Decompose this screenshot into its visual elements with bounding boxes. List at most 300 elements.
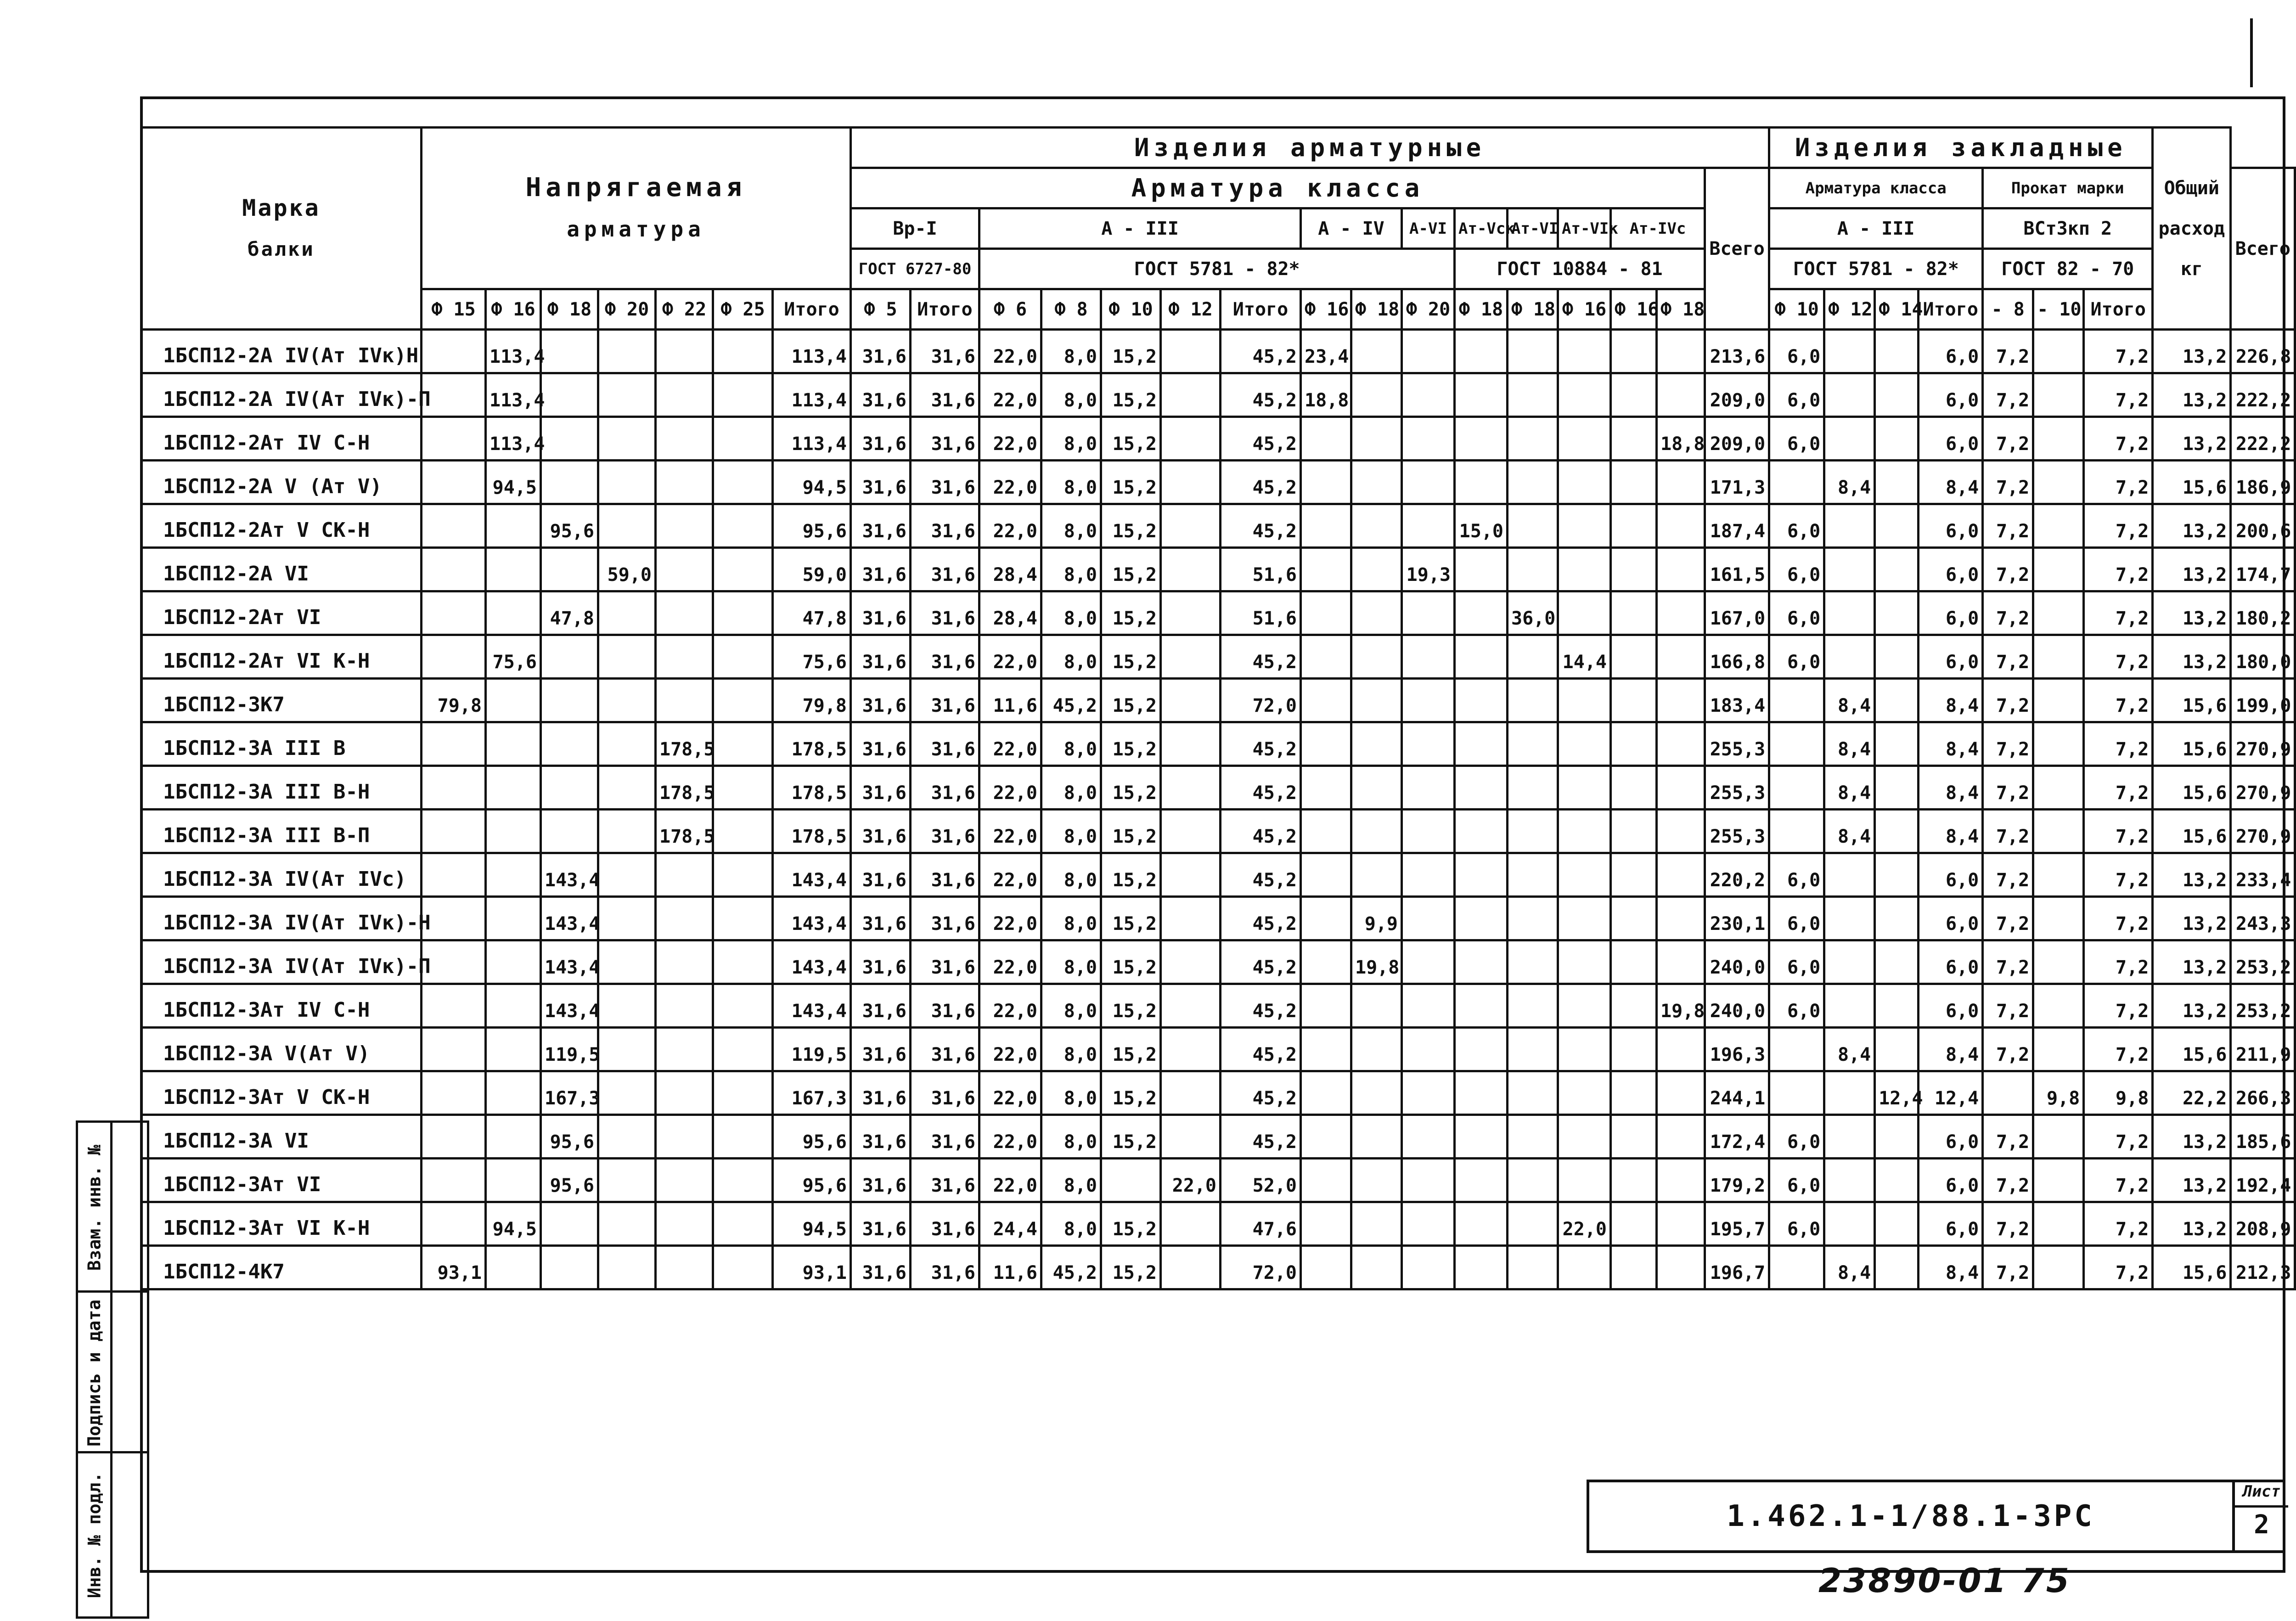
value-cell — [1875, 330, 1919, 373]
value-cell — [1508, 1202, 1558, 1246]
value-cell — [1508, 722, 1558, 766]
value-cell — [1508, 940, 1558, 984]
value-cell: 15,2 — [1101, 1246, 1161, 1289]
value-cell: 93,1 — [422, 1246, 486, 1289]
value-cell — [486, 1246, 541, 1289]
value-cell — [1824, 1071, 1875, 1115]
value-cell — [1611, 810, 1657, 853]
value-cell: 7,2 — [2084, 461, 2153, 504]
value-cell: 186,9 — [2231, 461, 2295, 504]
value-cell: 22,0 — [979, 897, 1041, 940]
value-cell — [1875, 1028, 1919, 1071]
value-cell — [1558, 810, 1611, 853]
value-cell: 7,2 — [2084, 940, 2153, 984]
value-cell — [1657, 940, 1705, 984]
value-cell: 167,3 — [773, 1071, 851, 1115]
value-cell — [486, 1071, 541, 1115]
col-header: Ф 25 — [713, 289, 773, 330]
value-cell: 45,2 — [1221, 810, 1301, 853]
value-cell: 143,4 — [773, 897, 851, 940]
value-cell — [1558, 591, 1611, 635]
value-cell — [1657, 722, 1705, 766]
value-cell: 45,2 — [1221, 853, 1301, 897]
value-cell: 6,0 — [1769, 984, 1824, 1028]
value-cell — [1508, 810, 1558, 853]
value-cell — [1161, 548, 1221, 591]
header-izdeliya-zakl: Изделия закладные — [1769, 128, 2153, 168]
col-header: Ф 20 — [598, 289, 656, 330]
value-cell — [1301, 1071, 1351, 1115]
value-cell: 196,7 — [1705, 1246, 1769, 1289]
value-cell — [1402, 897, 1455, 940]
value-cell: 31,6 — [851, 417, 911, 461]
value-cell: 31,6 — [851, 1115, 911, 1159]
value-cell — [1301, 722, 1351, 766]
value-cell: 7,2 — [1983, 548, 2033, 591]
sheet-label: Лист — [2235, 1482, 2288, 1508]
value-cell — [713, 810, 773, 853]
value-cell — [541, 461, 598, 504]
value-cell — [1508, 766, 1558, 810]
value-cell: 52,0 — [1221, 1159, 1301, 1202]
col-header: Ф 22 — [656, 289, 713, 330]
value-cell — [1455, 1159, 1508, 1202]
value-cell — [1657, 766, 1705, 810]
value-cell — [1161, 504, 1221, 548]
value-cell: 31,6 — [851, 766, 911, 810]
value-cell — [1875, 1115, 1919, 1159]
value-cell: 7,2 — [1983, 722, 2033, 766]
value-cell — [1558, 1246, 1611, 1289]
value-cell — [1875, 766, 1919, 810]
value-cell — [1508, 417, 1558, 461]
value-cell: 22,0 — [979, 940, 1041, 984]
value-cell: 15,2 — [1101, 984, 1161, 1028]
value-cell: 8,0 — [1041, 853, 1101, 897]
value-cell — [486, 722, 541, 766]
value-cell — [422, 1028, 486, 1071]
value-cell — [1161, 1028, 1221, 1071]
value-cell — [422, 897, 486, 940]
value-cell — [1558, 897, 1611, 940]
value-cell — [1402, 1246, 1455, 1289]
beam-mark-cell: 1БСП12-3Ат VI — [141, 1159, 422, 1202]
beam-mark-cell: 1БСП12-3А IV(Ат IVк)-П — [141, 940, 422, 984]
beam-mark-cell: 1БСП12-2А IV(Ат IVк)-П — [141, 373, 422, 417]
value-cell — [1301, 810, 1351, 853]
value-cell — [1455, 461, 1508, 504]
value-cell — [1455, 722, 1508, 766]
value-cell: 14,4 — [1558, 635, 1611, 679]
value-cell: 51,6 — [1221, 591, 1301, 635]
value-cell: 143,4 — [541, 984, 598, 1028]
beam-mark-cell: 1БСП12-2Ат V СК-Н — [141, 504, 422, 548]
value-cell — [1875, 897, 1919, 940]
value-cell: 255,3 — [1705, 766, 1769, 810]
value-cell — [656, 504, 713, 548]
value-cell — [1351, 810, 1402, 853]
value-cell — [1351, 1202, 1402, 1246]
value-cell: 213,6 — [1705, 330, 1769, 373]
value-cell: 8,4 — [1919, 766, 1983, 810]
value-cell — [1657, 504, 1705, 548]
col-header: Итого — [773, 289, 851, 330]
value-cell: 15,2 — [1101, 461, 1161, 504]
value-cell — [1558, 984, 1611, 1028]
value-cell: 22,0 — [979, 504, 1041, 548]
value-cell: 28,4 — [979, 591, 1041, 635]
value-cell — [1402, 373, 1455, 417]
value-cell: 15,2 — [1101, 722, 1161, 766]
value-cell — [1558, 373, 1611, 417]
value-cell — [1301, 940, 1351, 984]
value-cell — [1161, 853, 1221, 897]
value-cell: 47,6 — [1221, 1202, 1301, 1246]
table-row — [141, 373, 2295, 417]
value-cell — [1558, 1159, 1611, 1202]
value-cell — [1558, 1071, 1611, 1115]
value-cell: 178,5 — [773, 766, 851, 810]
value-cell: 18,8 — [1657, 417, 1705, 461]
value-cell — [1508, 679, 1558, 722]
table-row — [141, 417, 2295, 461]
value-cell: 7,2 — [2084, 504, 2153, 548]
beam-mark-cell: 1БСП12-3Ат IV С-Н — [141, 984, 422, 1028]
value-cell: 6,0 — [1919, 548, 1983, 591]
value-cell: 45,2 — [1221, 373, 1301, 417]
value-cell — [1657, 548, 1705, 591]
value-cell — [1657, 591, 1705, 635]
value-cell — [1657, 1028, 1705, 1071]
value-cell — [1657, 1115, 1705, 1159]
value-cell: 31,6 — [911, 330, 979, 373]
value-cell — [422, 504, 486, 548]
value-cell — [656, 330, 713, 373]
value-cell — [2033, 810, 2084, 853]
col-header: - 10 — [2033, 289, 2084, 330]
value-cell — [2033, 1246, 2084, 1289]
value-cell: 270,9 — [2231, 722, 2295, 766]
value-cell: 195,7 — [1705, 1202, 1769, 1246]
value-cell — [1351, 1028, 1402, 1071]
value-cell — [1101, 1159, 1161, 1202]
value-cell — [1611, 373, 1657, 417]
value-cell — [1769, 810, 1824, 853]
value-cell — [713, 1159, 773, 1202]
value-cell — [598, 504, 656, 548]
value-cell: 31,6 — [911, 722, 979, 766]
value-cell: 178,5 — [773, 722, 851, 766]
value-cell — [1611, 461, 1657, 504]
value-cell — [2033, 853, 2084, 897]
side-label-inv: Инв. № подл. — [84, 1472, 105, 1598]
value-cell — [2033, 897, 2084, 940]
value-cell — [1455, 635, 1508, 679]
value-cell: 8,4 — [1919, 1246, 1983, 1289]
value-cell: 7,2 — [1983, 1202, 2033, 1246]
value-cell: 31,6 — [911, 1028, 979, 1071]
col-header: Итого — [1221, 289, 1301, 330]
value-cell — [1455, 591, 1508, 635]
value-cell — [1875, 722, 1919, 766]
value-cell — [1508, 635, 1558, 679]
value-cell: 31,6 — [911, 984, 979, 1028]
beam-mark-cell: 1БСП12-3А VI — [141, 1115, 422, 1159]
beam-mark-cell: 1БСП12-2Ат VI К-Н — [141, 635, 422, 679]
value-cell — [1611, 853, 1657, 897]
value-cell: 7,2 — [1983, 635, 2033, 679]
value-cell: 6,0 — [1919, 1159, 1983, 1202]
value-cell: 8,0 — [1041, 1159, 1101, 1202]
value-cell — [598, 984, 656, 1028]
value-cell: 7,2 — [2084, 417, 2153, 461]
value-cell: 15,2 — [1101, 766, 1161, 810]
value-cell — [713, 330, 773, 373]
value-cell: 31,6 — [851, 810, 911, 853]
value-cell — [1351, 984, 1402, 1028]
value-cell — [1402, 984, 1455, 1028]
value-cell — [1875, 591, 1919, 635]
value-cell — [598, 897, 656, 940]
value-cell — [1351, 417, 1402, 461]
value-cell: 31,6 — [911, 679, 979, 722]
value-cell — [713, 461, 773, 504]
value-cell — [598, 1028, 656, 1071]
value-cell — [1875, 1202, 1919, 1246]
value-cell: 8,0 — [1041, 810, 1101, 853]
value-cell — [2033, 635, 2084, 679]
value-cell: 31,6 — [851, 984, 911, 1028]
header-obshchiy: Общий расход кг — [2153, 128, 2231, 330]
value-cell — [1769, 1071, 1824, 1115]
value-cell: 6,0 — [1919, 897, 1983, 940]
value-cell: 171,3 — [1705, 461, 1769, 504]
value-cell — [1161, 635, 1221, 679]
table-row — [141, 1159, 2295, 1202]
value-cell — [1301, 1202, 1351, 1246]
value-cell: 19,8 — [1351, 940, 1402, 984]
value-cell — [1402, 417, 1455, 461]
header-at6: Ат-VI — [1508, 208, 1558, 249]
value-cell — [656, 897, 713, 940]
value-cell — [1508, 897, 1558, 940]
value-cell — [1161, 940, 1221, 984]
value-cell: 31,6 — [851, 1071, 911, 1115]
value-cell — [1611, 1115, 1657, 1159]
value-cell: 93,1 — [773, 1246, 851, 1289]
table-row — [141, 853, 2295, 897]
value-cell — [541, 330, 598, 373]
value-cell — [1455, 984, 1508, 1028]
value-cell — [1611, 679, 1657, 722]
value-cell: 95,6 — [541, 1159, 598, 1202]
col-header: Ф 16 — [486, 289, 541, 330]
value-cell — [541, 722, 598, 766]
value-cell — [1402, 810, 1455, 853]
col-header: Ф 20 — [1402, 289, 1455, 330]
table-row — [141, 591, 2295, 635]
col-header: Ф 6 — [979, 289, 1041, 330]
value-cell — [713, 722, 773, 766]
value-cell: 13,2 — [2153, 548, 2231, 591]
value-cell — [1455, 548, 1508, 591]
value-cell: 13,2 — [2153, 330, 2231, 373]
value-cell: 253,2 — [2231, 940, 2295, 984]
value-cell — [713, 1246, 773, 1289]
value-cell — [1983, 1071, 2033, 1115]
value-cell — [486, 1159, 541, 1202]
value-cell: 7,2 — [2084, 591, 2153, 635]
value-cell — [541, 766, 598, 810]
value-cell — [1657, 897, 1705, 940]
sheet-box — [2232, 1482, 2288, 1550]
value-cell: 222,2 — [2231, 373, 2295, 417]
value-cell: 15,2 — [1101, 810, 1161, 853]
value-cell: 8,4 — [1824, 810, 1875, 853]
value-cell: 178,5 — [656, 810, 713, 853]
value-cell — [541, 417, 598, 461]
value-cell: 113,4 — [486, 373, 541, 417]
table-row — [141, 679, 2295, 722]
value-cell — [1455, 1202, 1508, 1246]
value-cell — [713, 504, 773, 548]
header-at6k: Ат-VIк — [1558, 208, 1611, 249]
value-cell: 255,3 — [1705, 722, 1769, 766]
value-cell: 233,4 — [2231, 853, 2295, 897]
value-cell — [1824, 591, 1875, 635]
value-cell: 31,6 — [911, 635, 979, 679]
value-cell: 266,3 — [2231, 1071, 2295, 1115]
value-cell — [1301, 504, 1351, 548]
beam-mark-cell: 1БСП12-3К7 — [141, 679, 422, 722]
value-cell: 6,0 — [1769, 940, 1824, 984]
value-cell: 253,2 — [2231, 984, 2295, 1028]
table-row — [141, 461, 2295, 504]
value-cell: 6,0 — [1769, 591, 1824, 635]
value-cell — [656, 1246, 713, 1289]
value-cell: 192,4 — [2231, 1159, 2295, 1202]
value-cell — [656, 591, 713, 635]
value-cell: 7,2 — [1983, 940, 2033, 984]
value-cell — [656, 1159, 713, 1202]
value-cell: 13,2 — [2153, 591, 2231, 635]
value-cell — [1301, 853, 1351, 897]
document-code: 1.462.1-1/88.1-3РС — [1727, 1499, 2095, 1533]
value-cell: 7,2 — [2084, 635, 2153, 679]
value-cell — [1558, 417, 1611, 461]
value-cell — [486, 504, 541, 548]
value-cell — [1769, 1246, 1824, 1289]
table-row — [141, 1202, 2295, 1246]
value-cell — [1611, 548, 1657, 591]
value-cell: 7,2 — [2084, 810, 2153, 853]
value-cell: 6,0 — [1769, 1202, 1824, 1246]
value-cell: 7,2 — [1983, 810, 2033, 853]
col-header: Итого — [2084, 289, 2153, 330]
value-cell — [1455, 810, 1508, 853]
value-cell: 7,2 — [2084, 373, 2153, 417]
value-cell: 31,6 — [851, 679, 911, 722]
value-cell — [1351, 853, 1402, 897]
value-cell: 211,9 — [2231, 1028, 2295, 1071]
value-cell — [1455, 1115, 1508, 1159]
col-header: Ф 14 — [1875, 289, 1919, 330]
value-cell — [1351, 1071, 1402, 1115]
value-cell: 255,3 — [1705, 810, 1769, 853]
value-cell — [1508, 853, 1558, 897]
value-cell — [1508, 330, 1558, 373]
value-cell: 6,0 — [1769, 1115, 1824, 1159]
value-cell — [541, 548, 598, 591]
value-cell — [1875, 1159, 1919, 1202]
value-cell: 7,2 — [1983, 504, 2033, 548]
value-cell: 8,0 — [1041, 373, 1101, 417]
value-cell: 15,2 — [1101, 330, 1161, 373]
value-cell: 15,2 — [1101, 1028, 1161, 1071]
col-header: Ф 18 — [1657, 289, 1705, 330]
value-cell — [486, 679, 541, 722]
value-cell — [598, 940, 656, 984]
col-header: Итого — [1919, 289, 1983, 330]
value-cell — [1508, 373, 1558, 417]
value-cell — [486, 897, 541, 940]
value-cell: 45,2 — [1221, 1115, 1301, 1159]
value-cell: 113,4 — [486, 330, 541, 373]
header-armatura-klassa: Арматура класса — [851, 168, 1705, 208]
value-cell: 143,4 — [541, 940, 598, 984]
value-cell: 94,5 — [773, 1202, 851, 1246]
value-cell: 7,2 — [2084, 984, 2153, 1028]
value-cell — [1875, 635, 1919, 679]
value-cell — [486, 1028, 541, 1071]
col-header: Ф 12 — [1161, 289, 1221, 330]
value-cell: 15,2 — [1101, 679, 1161, 722]
value-cell: 8,0 — [1041, 1028, 1101, 1071]
value-cell — [2033, 722, 2084, 766]
col-header: Итого — [911, 289, 979, 330]
value-cell: 178,5 — [773, 810, 851, 853]
value-cell: 15,2 — [1101, 1115, 1161, 1159]
value-cell — [598, 635, 656, 679]
value-cell: 13,2 — [2153, 1115, 2231, 1159]
value-cell: 22,0 — [979, 1028, 1041, 1071]
value-cell: 45,2 — [1221, 1028, 1301, 1071]
value-cell — [1611, 766, 1657, 810]
value-cell — [1824, 504, 1875, 548]
value-cell: 6,0 — [1769, 504, 1824, 548]
value-cell: 22,0 — [979, 1159, 1041, 1202]
value-cell: 45,2 — [1221, 417, 1301, 461]
value-cell: 119,5 — [773, 1028, 851, 1071]
value-cell: 31,6 — [911, 373, 979, 417]
value-cell — [1611, 940, 1657, 984]
side-cell — [78, 1123, 147, 1293]
value-cell — [541, 1246, 598, 1289]
value-cell — [656, 461, 713, 504]
value-cell: 15,6 — [2153, 461, 2231, 504]
side-label-podpis: Подпись и дата — [84, 1299, 105, 1447]
value-cell: 31,6 — [851, 591, 911, 635]
value-cell: 8,4 — [1919, 1028, 1983, 1071]
value-cell: 8,4 — [1824, 461, 1875, 504]
value-cell — [1455, 417, 1508, 461]
value-cell — [1769, 461, 1824, 504]
value-cell — [2033, 1115, 2084, 1159]
value-cell — [2033, 940, 2084, 984]
value-cell — [1402, 766, 1455, 810]
table-row — [141, 940, 2295, 984]
value-cell — [1508, 1159, 1558, 1202]
